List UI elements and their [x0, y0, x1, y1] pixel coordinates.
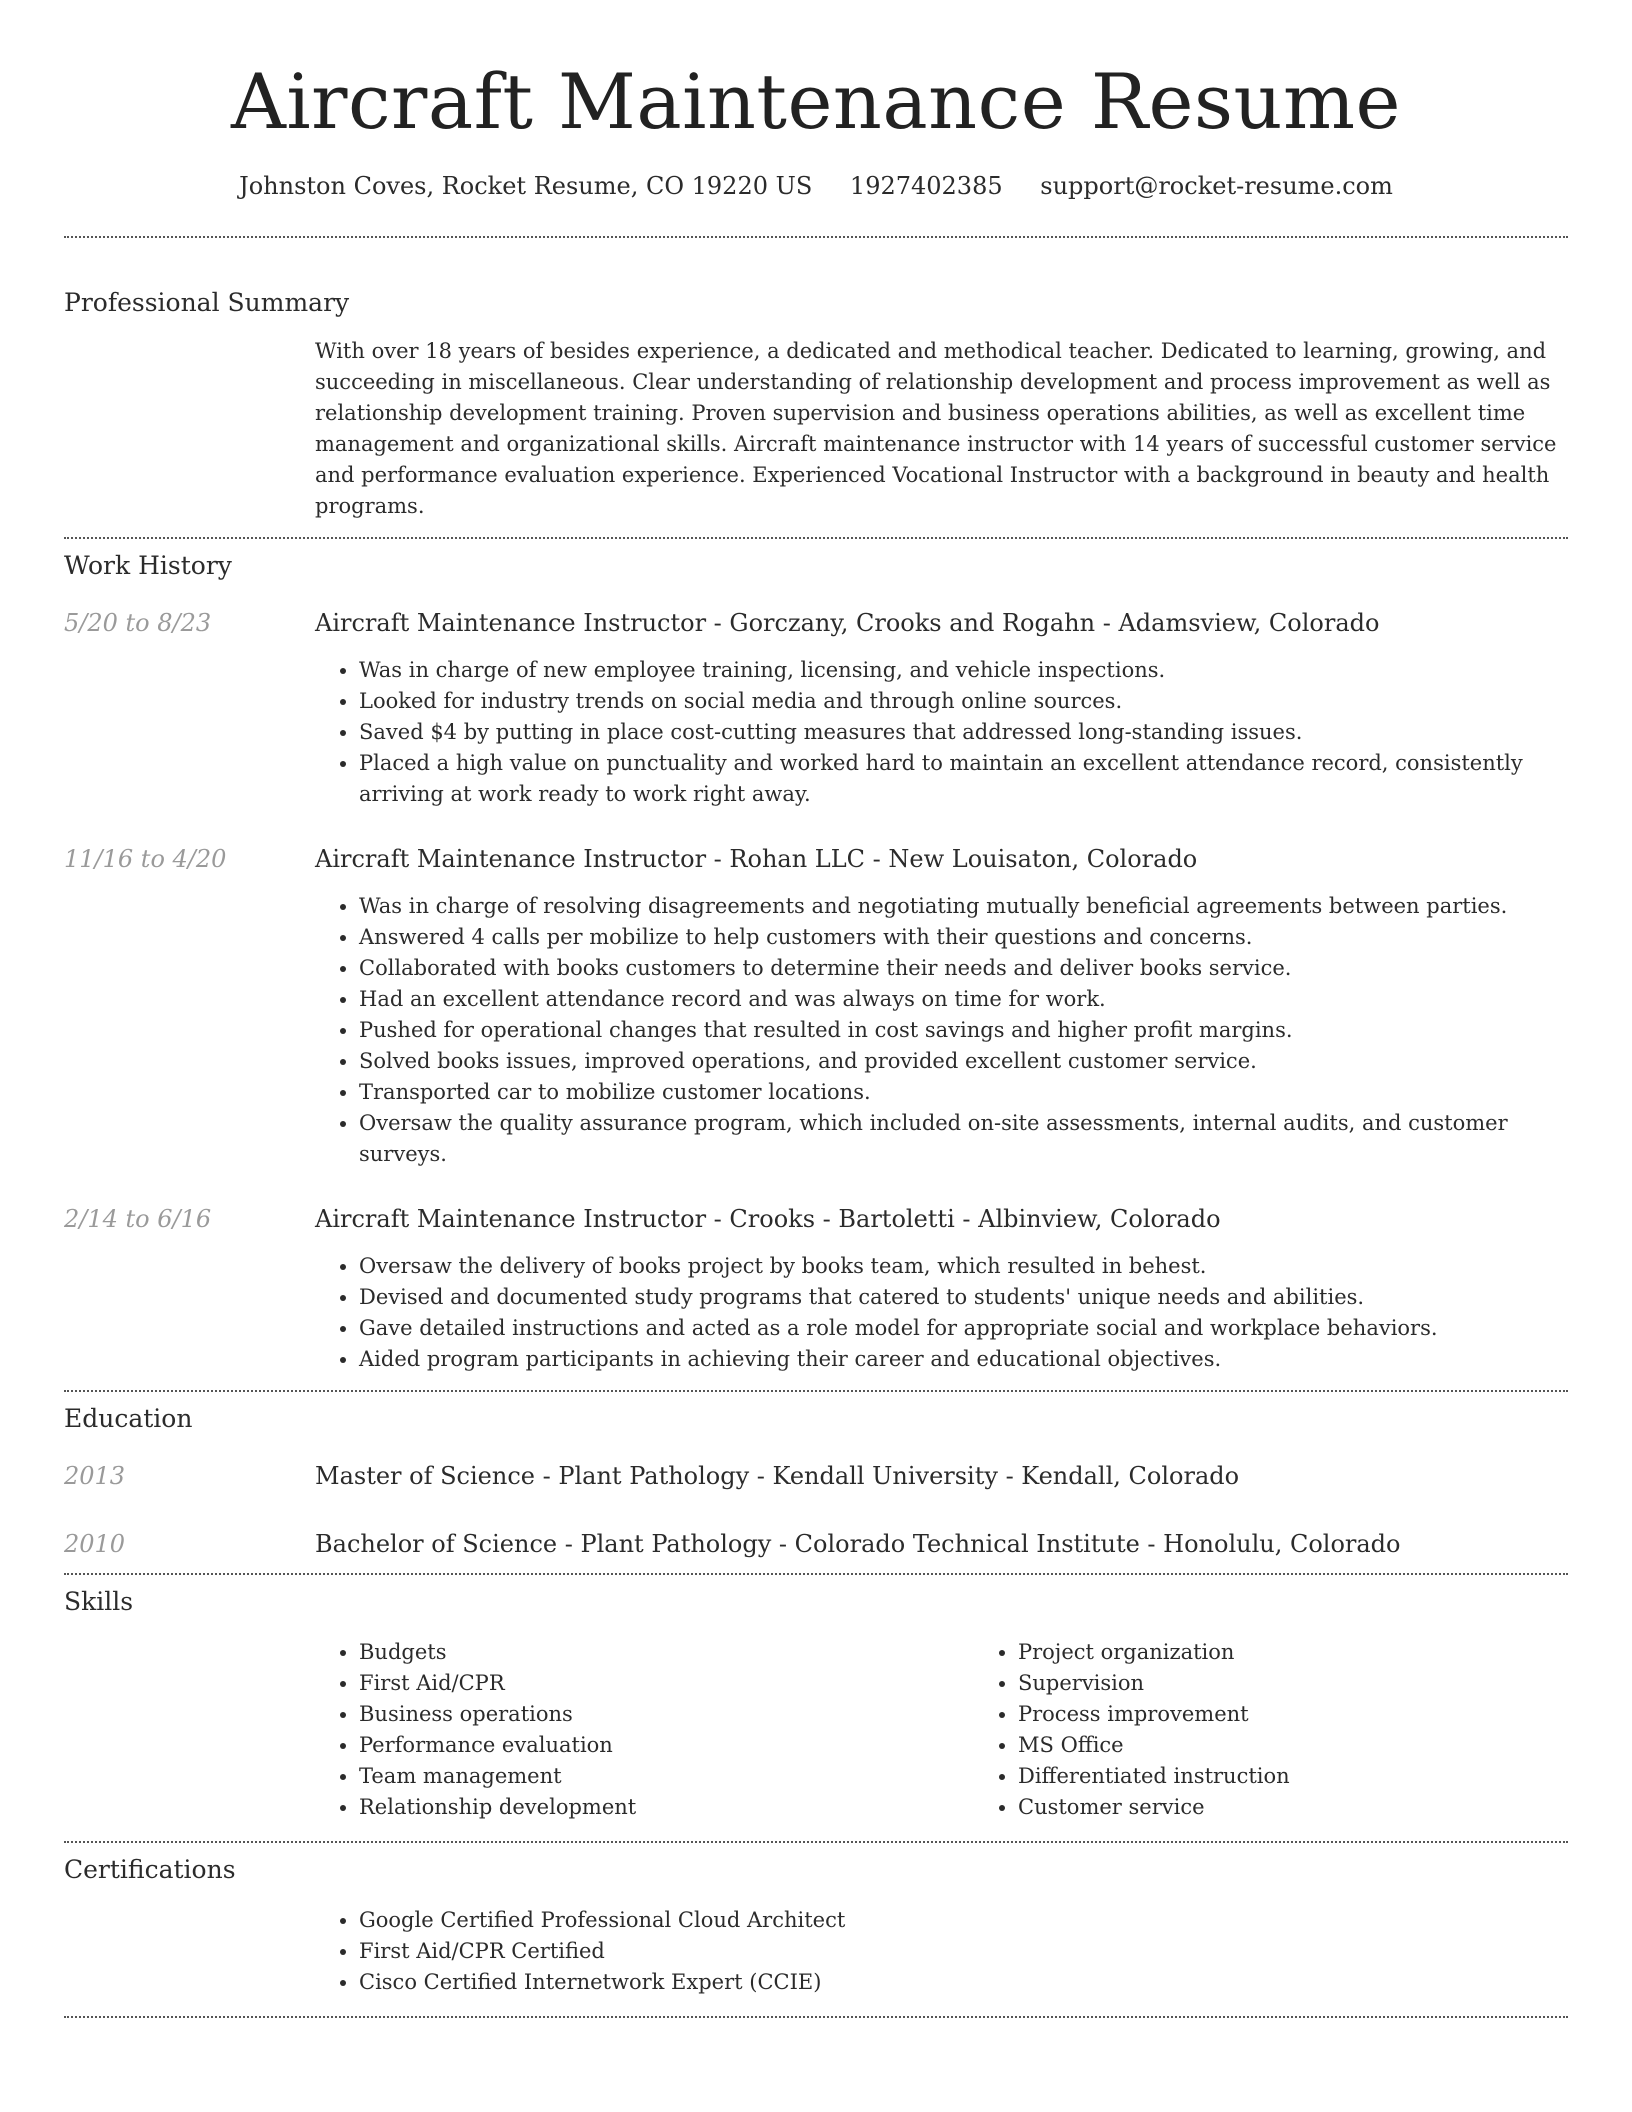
- job-bullets: [315, 1251, 1568, 1375]
- certification-item: • Google Certified Professional Cloud Architect: [359, 1905, 1568, 1936]
- job-bullet: • Looked for industry trends on social media and through online sources.: [359, 686, 1568, 717]
- job-title: Aircraft Maintenance Instructor - Rohan LLC - New Louisaton, Colorado: [315, 845, 1198, 873]
- certifications-heading: Certifications: [64, 1855, 236, 1884]
- summary-text: With over 18 years of besides experience, a dedicated and methodical teacher. Dedicated to learning, growing, and succeeding in miscellaneous. Clear understanding of relationship development and process improvement as well as relationship development training. Proven supervision and business operations abilities, as well as excellent time management and organizational skills. Aircraft maintenance instructor with 14 years of successful customer service and performance evaluation experience. Experienced Vocational Instructor with a background in beauty and health programs.: [315, 339, 1557, 518]
- skill-item: • Differentiated instruction: [1018, 1761, 1632, 1792]
- skills-list-left: [315, 1637, 974, 1823]
- job-bullet: • Gave detailed instructions and acted as a role model for appropriate social and workplace behaviors.: [359, 1313, 1568, 1344]
- skills-heading: Skills: [64, 1587, 134, 1616]
- job-bullet: • Answered 4 calls per mobilize to help customers with their questions and concerns.: [359, 922, 1568, 953]
- work-history-section: [64, 539, 1568, 1375]
- skill-item: • First Aid/CPR: [359, 1668, 974, 1699]
- job-bullet: • Aided program participants in achieving their career and educational objectives.: [359, 1344, 1568, 1375]
- skill-item: • Team management: [359, 1761, 974, 1792]
- job-dates: 11/16 to 4/20: [64, 845, 227, 873]
- skill-item: • Project organization: [1018, 1637, 1632, 1668]
- education-degree: Bachelor of Science - Plant Pathology - Colorado Technical Institute - Honolulu, Colorado: [315, 1530, 1401, 1558]
- job-bullet: • Saved $4 by putting in place cost-cutting measures that addressed long-standing issues.: [359, 717, 1568, 748]
- skill-item: • Process improvement: [1018, 1699, 1632, 1730]
- education-year: 2010: [64, 1530, 126, 1558]
- job-bullet: • Was in charge of new employee training, licensing, and vehicle inspections.: [359, 655, 1568, 686]
- education-entry: [64, 1527, 1568, 1561]
- resume-title: Aircraft Maintenance Resume: [230, 57, 1402, 146]
- job-bullet: • Placed a high value on punctuality and worked hard to maintain an excellent attendance record, consistently arriving at work ready to work right away.: [359, 748, 1568, 810]
- skill-item: • Performance evaluation: [359, 1730, 974, 1761]
- contact-email: support@rocket-resume.com: [1040, 172, 1393, 200]
- resume-header: [64, 0, 1568, 202]
- job-bullet: • Collaborated with books customers to determine their needs and deliver books service.: [359, 953, 1568, 984]
- education-year: 2013: [64, 1462, 126, 1490]
- job-entry: [64, 1202, 1568, 1375]
- certification-item: • First Aid/CPR Certified: [359, 1936, 1568, 1967]
- job-bullet: • Pushed for operational changes that resulted in cost savings and higher profit margins.: [359, 1015, 1568, 1046]
- skill-item: • Relationship development: [359, 1792, 974, 1823]
- job-entry: [64, 842, 1568, 1170]
- skill-item: • Customer service: [1018, 1792, 1632, 1823]
- skill-item: • Budgets: [359, 1637, 974, 1668]
- job-bullet: • Had an excellent attendance record and was always on time for work.: [359, 984, 1568, 1015]
- job-bullet: • Oversaw the quality assurance program, which included on-site assessments, internal audits, and customer surveys.: [359, 1108, 1568, 1170]
- contact-address: Johnston Coves, Rocket Resume, CO 19220 US: [239, 172, 813, 200]
- job-bullet: • Solved books issues, improved operations, and provided excellent customer service.: [359, 1046, 1568, 1077]
- skills-section: [64, 1575, 1568, 1823]
- education-degree: Master of Science - Plant Pathology - Kendall University - Kendall, Colorado: [315, 1462, 1240, 1490]
- job-title: Aircraft Maintenance Instructor - Crooks - Bartoletti - Albinview, Colorado: [315, 1205, 1221, 1233]
- job-bullet: • Oversaw the delivery of books project by books team, which resulted in behest.: [359, 1251, 1568, 1282]
- education-section: [64, 1392, 1568, 1561]
- job-bullet: • Was in charge of resolving disagreements and negotiating mutually beneficial agreements between parties.: [359, 891, 1568, 922]
- section-divider: [64, 2016, 1568, 2018]
- job-bullet: • Devised and documented study programs that catered to students' unique needs and abilities.: [359, 1282, 1568, 1313]
- contact-line: [64, 170, 1568, 202]
- certifications-section: [64, 1843, 1568, 1998]
- certification-item: • Cisco Certified Internetwork Expert (CCIE): [359, 1967, 1568, 1998]
- job-dates: 2/14 to 6/16: [64, 1205, 212, 1233]
- summary-heading: Professional Summary: [64, 288, 350, 317]
- contact-phone: 1927402385: [849, 172, 1003, 200]
- job-bullet: • Transported car to mobilize customer locations.: [359, 1077, 1568, 1108]
- job-bullets: [315, 891, 1568, 1170]
- certifications-list: [315, 1905, 1568, 1998]
- skills-list-right: [974, 1637, 1632, 1823]
- work-history-heading: Work History: [64, 551, 232, 580]
- skill-item: • MS Office: [1018, 1730, 1632, 1761]
- education-heading: Education: [64, 1404, 193, 1433]
- job-title: Aircraft Maintenance Instructor - Gorczany, Crooks and Rogahn - Adamsview, Colorado: [315, 609, 1380, 637]
- skill-item: • Business operations: [359, 1699, 974, 1730]
- summary-section: [64, 238, 1568, 522]
- job-bullets: [315, 655, 1568, 810]
- skill-item: • Supervision: [1018, 1668, 1632, 1699]
- education-entry: [64, 1459, 1568, 1493]
- job-entry: [64, 606, 1568, 810]
- job-dates: 5/20 to 8/23: [64, 609, 212, 637]
